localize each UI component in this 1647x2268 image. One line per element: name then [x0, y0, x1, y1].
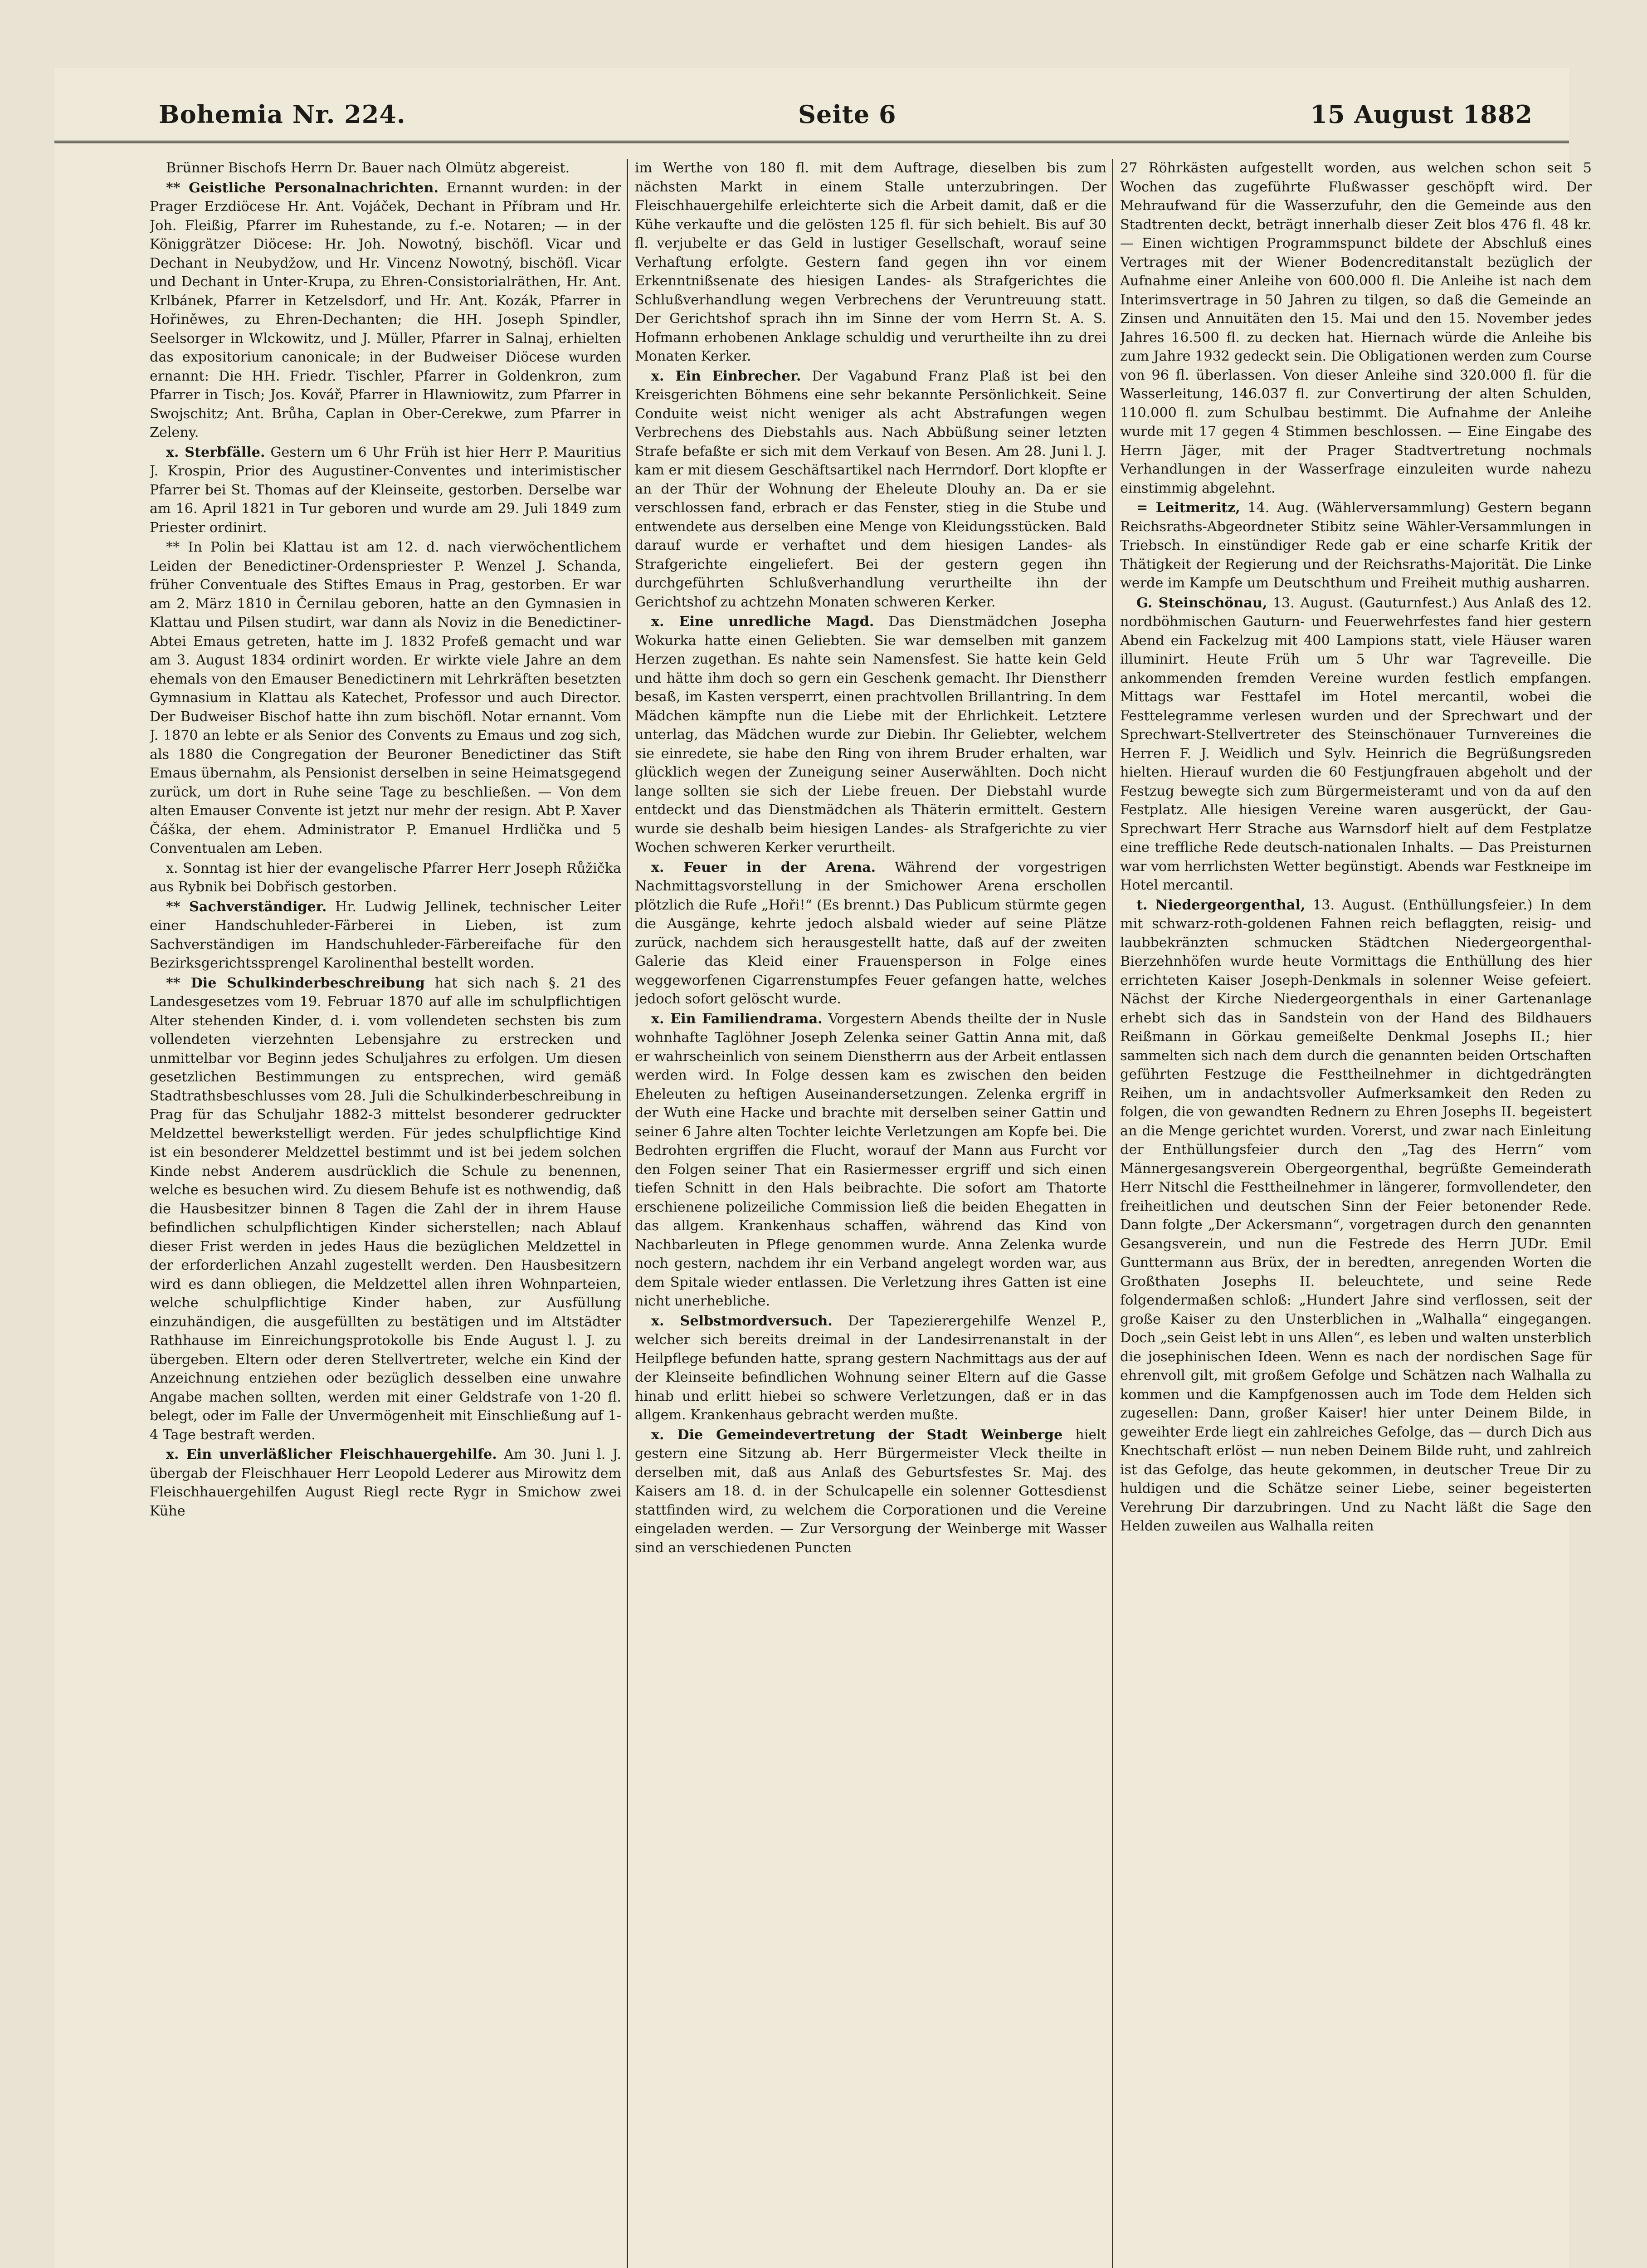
article-paragraph [635, 159, 1106, 366]
page-number: Seite 6 [798, 100, 897, 129]
article-heading: ** Sachverständiger. [166, 899, 327, 915]
article-text: hat sich nach §. 21 des Landesgesetzes vom 19. Februar 1870 auf alle im schulpflichtigen Alter stehenden Kinder, d. i. vom vollendeten sechsten bis zum vollendeten vierzehnten Lebensjahre zu erstrecken und unmittelbar vor Beginn jedes Schuljahres zu erfolgen. Um diesen gesetzlichen Bestimmungen zu entsprechen, wird gemäß Stadtrathsbeschlusses vom 28. Juli die Schulkinderbeschreibung in Prag für das Schuljahr 1882-3 mittelst besonderer gedruckter Meldzettel bewerkstelligt werden. Für jedes schulpflichtige Kind ist ein besonderer Meldzettel bestimmt und ist bei jedem solchen Kinde nebst Anderem ausdrücklich die Schule zu benennen, welche es besuchen wird. Zu diesem Behufe ist es nothwendig, daß die Hausbesitzer binnen 8 Tagen die Zahl der in ihrem Hause befindlichen schulpflichtigen Kinder sicherstellen; nach Ablauf dieser Frist werden in jedes Haus die bezüglichen Meldzettel in der erforderlichen Anzahl zugestellt werden. Den Hausbesitzern wird es dann obliegen, die Meldzettel allen ihren Wohnparteien, welche schulpflichtige Kinder haben, zur Ausfüllung einzuhändigen, die ausgefüllten zu bestätigen und im Altstädter Rathhause im Einreichungsprotokolle bis Ende August l. J. zu übergeben. Eltern oder deren Stellvertreter, welche ein Kind der Anzeichnung entziehen oder bezüglich desselben eine unwahre Angabe machen sollten, werden mit einer Geldstrafe von 1-20 fl. belegt, oder im Falle der Unvermögenheit mit Einschließung auf 1-4 Tage bestraft werden. [150, 975, 621, 1443]
article-heading: = Leitmeritz, [1136, 500, 1240, 516]
article-paragraph [150, 179, 621, 442]
masthead-issue: Bohemia Nr. 224. [159, 100, 406, 129]
column-1 [150, 159, 621, 2268]
article-paragraph [1120, 896, 1592, 1536]
article-heading: x. Die Gemeindevertretung der Stadt Weinberge [651, 1427, 1063, 1443]
article-paragraph [150, 898, 621, 973]
article-paragraph [635, 858, 1106, 1009]
article-paragraph [635, 612, 1106, 857]
article-heading: x. Feuer in der Arena. [651, 859, 876, 875]
issue-date: 15 August 1882 [1310, 100, 1533, 129]
article-paragraph [635, 367, 1106, 612]
article-paragraph [150, 159, 621, 178]
article-text: hielt gestern eine Sitzung ab. Herr Bürgermeister Vleck theilte in derselben mit, daß aus Anlaß des Geburtsfestes Sr. Maj. des Kaisers am 18. d. in der Schulcapelle ein solenner Gottesdienst stattfinden wird, zu welchem die Corporationen und die Vereine eingeladen werden. — Zur Versorgung der Weinberge mit Wasser sind an verschiedenen Puncten [635, 1427, 1106, 1556]
article-heading: x. Ein unverläßlicher Fleischhauergehilfe. [166, 1447, 497, 1462]
article-text: x. Sonntag ist hier der evangelische Pfarrer Herr Joseph Růžička aus Rybnik bei Dobřisch gestorben. [150, 860, 621, 895]
article-paragraph [635, 1426, 1106, 1558]
article-text: im Werthe von 180 fl. mit dem Auftrage, dieselben bis zum nächsten Markt in einem Stalle unterzubringen. Der Fleischhauergehilfe erleichterte sich die Arbeit damit, daß er die Kühe verkaufte und die gelösten 125 fl. für sich behielt. Bis auf 30 fl. verjubelte er das Geld in lustiger Gesellschaft, worauf seine Verhaftung erfolgte. Gestern fand gegen ihn vor einem Erkenntnißsenate des hiesigen Landes- als Strafgerichtes die Schlußverhandlung wegen Verbrechens der Veruntreuung statt. Der Gerichtshof sprach ihn im Sinne der vom Herrn St. A. S. Hofmann erhobenen Anklage schuldig und verurtheilte ihn zu drei Monaten Kerker. [635, 160, 1106, 364]
article-heading: x. Ein Familiendrama. [651, 1011, 823, 1027]
column-2 [635, 159, 1106, 2268]
column-rule-1 [627, 159, 628, 2268]
article-text: Brünner Bischofs Herrn Dr. Bauer nach Olmütz abgereist. [166, 160, 570, 176]
article-heading: x. Sterbfälle. [166, 444, 265, 460]
page-header [54, 86, 1569, 143]
article-text: 13. August. (Enthüllungsfeier.) In dem mit schwarz-roth-goldenen Fahnen reich beflaggten, reisig- und laubbekränzten schmucken Städtchen Niedergeorgenthal-Bierzehnhöfen wurde heute Vormittags die Enthüllung des hier errichteten Kaiser Joseph-Denkmals in solenner Weise gefeiert. Nächst der Kirche Niedergeorgenthals in einer Gartenanlage erhebt sich das in Sandstein von der Hand des Bildhauers Reißmann in Görkau gemeißelte Denkmal Josephs II.; hier sammelten sich nach dem durch die genannten beiden Ortschaften geführten Festzuge die Festtheilnehmer in dichtgedrängten Reihen, um in andachtsvoller Aufmerksamkeit den Reden zu folgen, die von gewandten Rednern zu Ehren Josephs II. begeistert an die Menge gerichtet wurden. Vorerst, und zwar nach Einleitung der Enthüllungsfeier durch den „Tag des Herrn“ vom Männergesangsverein Obergeorgenthal, begrüßte Gemeinderath Herr Nitschl die Festtheilnehmer in längerer, formvollendeter, den freiheitlichen und deutschen Sinn der Feier betonender Rede. Dann folgte „Der Ackersmann“, vorgetragen durch den genannten Gesangsverein, und nun die Festrede des Herrn JUDr. Emil Gunttermann aus Brüx, der in beredten, anregenden Worten die Großthaten Josephs II. beleuchtete, und seine Rede folgendermaßen schloß: „Hundert Jahre sind verflossen, seit der große Kaiser zu den Unsterblichen in „Walhalla“ eingegangen. Doch „sein Geist lebt in uns Allen“, es leben und walten unsterblich die josephinischen Ideen. Wenn es nach der nordischen Sage für ehrenvoll gilt, mit großem Gefolge und Schätzen nach Walhalla zu kommen und die Kampfgenossen auch im Tode dem Helden sich zugesellen: Dann, großer Kaiser! hier unter Deinem Bilde, in geweihter Erde liegt ein zahlreiches Gefolge, das — durch Dich aus Knechtschaft erlöst — nun neben Deinem Bilde ruht, und zahlreich ist das Gefolge, das heute gekommen, in deutscher Treue Dir zu huldigen und die Schätze seiner Liebe, seiner begeisterten Verehrung Dir darzubringen. Und zu Nacht läßt die Sage den Helden zuweilen aus Walhalla reiten [1120, 897, 1592, 1534]
article-paragraph [150, 859, 621, 897]
article-text: Hr. Ludwig Jellinek, technischer Leiter einer Handschuhleder-Färberei in Lieben, ist zum Sachverständigen im Handschuhleder-Färbereifache für den Bezirksgerichtssprengel Karolinenthal bestellt worden. [150, 899, 621, 971]
article-paragraph [150, 974, 621, 1445]
article-paragraph [150, 1445, 621, 1520]
article-text: Der Vagabund Franz Plaß ist bei den Kreisgerichten Böhmens eine sehr bekannte Persönlichkeit. Seine Conduite weist nicht weniger als acht Abstrafungen wegen Verbrechens des Diebstahls aus. Nach Abbüßung seiner letzten Strafe befaßte er sich mit dem Verkauf von Besen. Am 28. Juni l. J. kam er mit diesem Geschäftsartikel nach Herrndorf. Dort klopfte er an der Thür der Wohnung der Eheleute Dlouhy an. Da er sie verschlossen fand, erbrach er das Fenster, stieg in die Stube und entwendete aus derselben eine Menge von Kleidungsstücken. Bald darauf wurde er verhaftet und dem hiesigen Landes- als Strafgerichte eingeliefert. Bei der gestern gegen ihn durchgeführten Schlußverhandlung verurtheilte ihn der Gerichtshof zu achtzehn Monaten schweren Kerker. [635, 368, 1106, 610]
article-heading: x. Eine unredliche Magd. [651, 614, 874, 630]
article-text: Am 30. Juni l. J. übergab der Fleischhauer Herr Leopold Lederer aus Mirowitz dem Fleischhauergehilfen August Riegl recte Rygr in Smichow zwei Kühe [150, 1447, 621, 1519]
article-paragraph [150, 538, 621, 858]
newspaper-page [54, 68, 1592, 2268]
article-heading: x. Selbstmordversuch. [651, 1313, 833, 1329]
article-paragraph [1120, 594, 1592, 895]
article-text: Ernannt wurden: in der Prager Erzdiöcese Hr. Ant. Vojáček, Dechant in Příbram und Hr. Joh. Fleißig, Pfarrer im Ruhestande, zu f.-e. Notaren; — in der Königgrätzer Diöcese: Hr. Joh. Nowotný, bischöfl. Vicar und Dechant in Neubydžow, und Hr. Vincenz Nowotný, bischöfl. Vicar und Dechant in Unter-Krupa, zu Ehren-Consistorialräthen, Hr. Ant. Krlbánek, Pfarrer in Ketzelsdorf, und Hr. Ant. Kozák, Pfarrer in Hořiněwes, zu Ehren-Dechanten; die HH. Joseph Spindler, Seelsorger in Wlckowitz, und J. Müller, Pfarrer in Salnaj, erhielten das expositorium canonicale; in der Budweiser Diöcese wurden ernannt: Die HH. Friedr. Tischler, Pfarrer in Goldenkron, zum Pfarrer in Tisch; Jos. Kovář, Pfarrer in Hlawniowitz, zum Pfarrer in Swojschitz; Ant. Brůha, Caplan in Ober-Cerekwe, zum Pfarrer in Zeleny. [150, 180, 621, 440]
article-paragraph [150, 443, 621, 538]
article-heading: G. Steinschönau, [1136, 595, 1267, 611]
article-paragraph [1120, 159, 1592, 498]
article-text: 14. Aug. (Wählerversammlung) Gestern begann Reichsraths-Abgeordneter Stibitz seine Wähler-Versammlungen in Triebsch. In einstündiger Rede gab er eine scharfe Kritik der Thätigkeit der Regierung und der Reichsraths-Majorität. Die Linke werde im Kampfe um Deutschthum und Freiheit muthig ausharren. [1120, 500, 1592, 591]
article-text: Gestern um 6 Uhr Früh ist hier Herr P. Mauritius J. Krospin, Prior des Augustiner-Conventes und interimistischer Pfarrer bei St. Thomas auf der Kleinseite, gestorben. Derselbe war am 16. April 1821 in Tur geboren und wurde am 29. Juli 1849 zum Priester ordinirt. [150, 444, 621, 536]
article-text: 13. August. (Gauturnfest.) Aus Anlaß des 12. nordböhmischen Gauturn- und Feuerwehrfestes fand hier gestern Abend ein Fackelzug mit 400 Lampions statt, viele Häuser waren illuminirt. Heute Früh um 5 Uhr war Tagreveille. Die ankommenden fremden Vereine wurden festlich empfangen. Mittags war Festtafel im Hotel mercantil, wobei die Festtelegramme verlesen wurden und der Sprechwart und der Sprechwart-Stellvertreter des Steinschönauer Turnvereines die Herren F. J. Weidlich und Sylv. Heinrich die Begrüßungsreden hielten. Hierauf wurden die 60 Festjungfrauen abgeholt und der Festzug bewegte sich zum Bürgermeisteramt und von da auf den Festplatz. Alle hiesigen Vereine waren ausgerückt, der Gau-Sprechwart Herr Strache aus Warnsdorf hielt auf dem Festplatze eine treffliche Rede deutsch-nationalen Inhalts. — Das Preisturnen war vom herrlichsten Wetter begünstigt. Abends war Festkneipe im Hotel mercantil. [1120, 595, 1592, 893]
article-paragraph [635, 1010, 1106, 1311]
article-heading: t. Niedergeorgenthal, [1136, 897, 1306, 913]
article-text: ** In Polin bei Klattau ist am 12. d. nach vierwöchentlichem Leiden der Benedictiner-Ordenspriester P. Wenzel J. Schanda, früher Conventuale des Stiftes Emaus in Prag, gestorben. Er war am 2. März 1810 in Černilau geboren, hatte an den Gymnasien in Klattau und Pilsen studirt, war dann als Noviz in die Benedictiner-Abtei Emaus getreten, hatte im J. 1832 Profeß gemacht und war am 3. August 1834 ordinirt worden. Er wirkte viele Jahre an dem ehemals von den Emauser Benedictinern mit Lehrkräften besetzten Gymnasium in Klattau als Katechet, Professor und auch Director. Der Budweiser Bischof hatte ihn zum bischöfl. Notar ernannt. Vom J. 1870 an lebte er als Senior des Convents zu Emaus und zog sich, als 1880 die Congregation der Beuroner Benedictiner das Stift Emaus übernahm, als Pensionist derselben in seine Heimatsgegend zurück, um dort in Ruhe seine Tage zu beschließen. — Von dem alten Emauser Convente ist jetzt nur mehr der resign. Abt P. Xaver Čáška, der ehem. Administrator P. Emanuel Hrdlička und 5 Conventualen am Leben. [150, 539, 621, 856]
article-heading: x. Ein Einbrecher. [651, 368, 801, 384]
article-heading: ** Die Schulkinderbeschreibung [166, 975, 425, 991]
article-paragraph [1120, 499, 1592, 593]
column-3 [1120, 159, 1592, 2268]
article-paragraph [635, 1312, 1106, 1425]
article-text: 27 Röhrkästen aufgestellt worden, aus welchen schon seit 5 Wochen das zugeführte Flußwasser geschöpft wird. Der Mehraufwand für die Wasserzufuhr, den die Gemeinde aus den Stadtrenten deckt, beträgt innerhalb dieser Zeit blos 476 fl. 48 kr. — Einen wichtigen Programmspunct bildete der Abschluß eines Vertrages mit der Wiener Bodencreditanstalt bezüglich der Aufnahme einer Anleihe von 600.000 fl. Die Anleihe ist nach dem Interimsvertrage in 50 Jahren zu tilgen, so daß die Gemeinde an Zinsen und Annuitäten den 15. Mai und den 15. November jedes Jahres 16.500 fl. zu decken hat. Hiernach würde die Anleihe bis zum Jahre 1932 gedeckt sein. Die Obligationen werden zum Course von 96 fl. überlassen. Von dieser Anleihe sind 320.000 fl. für die Wasserleitung, 146.037 fl. zur Convertirung der alten Schulden, 110.000 fl. zum Schulbau bestimmt. Die Aufnahme der Anleihe wurde mit 17 gegen 4 Stimmen beschlossen. — Eine Eingabe des Herrn Jäger, mit der Prager Stadtvertretung nochmals Verhandlungen in der Wasserfrage einzuleiten wurde nahezu einstimmig abgelehnt. [1120, 160, 1592, 496]
article-text: Während der vorgestrigen Nachmittagsvorstellung in der Smichower Arena erschollen plötzlich die Rufe „Hoři!“ (Es brennt.) Das Publicum stürmte gegen die Ausgänge, kehrte jedoch alsbald wieder auf seine Plätze zurück, nachdem sich herausgestellt hatte, daß auf der zweiten Galerie das Kleid einer Frauensperson in Folge eines weggeworfenen Cigarrenstumpfes Feuer gefangen hatte, welches jedoch sofort gelöscht wurde. [635, 859, 1106, 1007]
article-text: Vorgestern Abends theilte der in Nusle wohnhafte Taglöhner Joseph Zelenka seiner Gattin Anna mit, daß er wahrscheinlich von seinem Dienstherrn aus der Arbeit entlassen werden wird. In Folge dessen kam es zwischen den beiden Eheleuten zu heftigen Auseinandersetzungen. Zelenka ergriff in der Wuth eine Hacke und brachte mit derselben seiner Gattin und seiner 6 Jahre alten Tochter leichte Verletzungen am Kopfe bei. Die Bedrohten ergriffen die Flucht, worauf der Mann aus Furcht vor den Folgen seiner That ein Rasiermesser ergriff und sich einen tiefen Schnitt in den Hals beibrachte. Die sofort am Thatorte erschienene polizeiliche Commission ließ die beiden Ehegatten in das allgem. Krankenhaus schaffen, während das Kind von Nachbarleuten in Pflege genommen wurde. Anna Zelenka wurde noch gestern, nachdem ihr ein Verband angelegt worden war, aus dem Spitale wieder entlassen. Die Verletzung ihres Gatten ist eine nicht unerhebliche. [635, 1011, 1106, 1309]
column-rule-2 [1112, 159, 1113, 2268]
article-text: Das Dienstmädchen Josepha Wokurka hatte einen Geliebten. Sie war demselben mit ganzem Herzen zugethan. Es nahte sein Namensfest. Sie hatte kein Geld und hätte ihm doch so gern ein Geschenk gemacht. Ihr Dienstherr besaß, im Kasten versperrt, einen prachtvollen Brillantring. In dem Mädchen kämpfte nun die Liebe mit der Ehrlichkeit. Letztere unterlag, das Mädchen wurde zur Diebin. Ihr Geliebter, welchem sie einredete, sie habe den Ring von ihrem Bruder erhalten, war glücklich wegen der Zuneigung seiner Auserwählten. Doch nicht lange sollten sie sich der Liebe freuen. Der Diebstahl wurde entdeckt und das Dienstmädchen als Thäterin ermittelt. Gestern wurde sie deshalb beim hiesigen Landes- als Strafgerichte zu vier Wochen schweren Kerker verurtheilt. [635, 614, 1106, 855]
article-text: Der Tapezierergehilfe Wenzel P., welcher sich bereits dreimal in der Landesirrenanstalt in der Heilpflege befunden hatte, sprang gestern Nachmittags aus der auf der Kleinseite befindlichen Wohnung seiner Eltern auf die Gasse hinab und erlitt hiebei so schwere Verletzungen, daß er in das allgem. Krankenhaus gebracht werden mußte. [635, 1313, 1106, 1423]
article-heading: ** Geistliche Personalnachrichten. [166, 180, 439, 196]
